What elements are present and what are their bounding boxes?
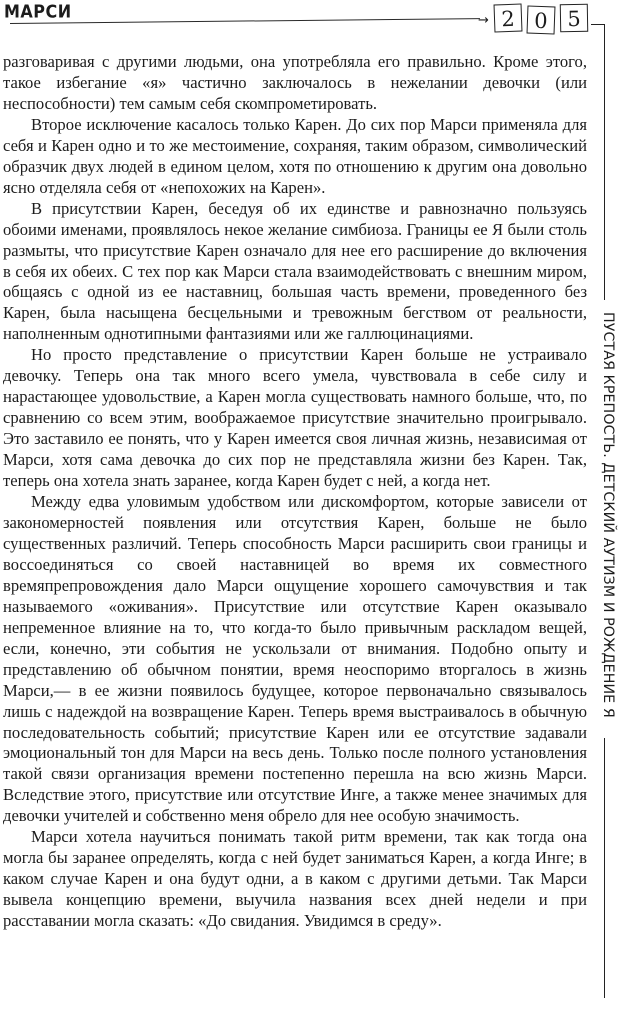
paragraph: разговаривая с другими людьми, она употребляла его правильно. Кроме этого, такое избегание «я» частично заключалось в нежелании девочки (или неспособности) тем самым себя скомпрометировать. [3, 52, 587, 113]
side-book-title [599, 312, 617, 730]
paragraph: Но просто представление о присутствии Карен больше не устраивало девочку. Теперь она так много всего умела, чувствовала в себе силу и нарастающее удовольствие, а Карен могла существовать намного больше, что, по сравнению со всем этим, воображаемое присутствие значительно проигрывало. Это заставило ее понять, что у Карен имеется своя личная жизнь, независимая от Марси, хотя сама девочка до сих пор не представляла жизни без Карен. Так, теперь она хотела знать заранее, когда Карен будет с ней, а когда нет. [3, 345, 587, 491]
side-rule-bottom [604, 738, 605, 998]
page-digit: 2 [494, 4, 523, 33]
side-rule-top [604, 24, 605, 300]
page-header [4, 0, 604, 40]
header-rule-tail [591, 24, 605, 25]
page-digit: 5 [560, 4, 588, 32]
paragraph: В присутствии Карен, беседуя об их единстве и равнозначно пользуясь обоими именами, проявлялось некое желание симбиоза. Границы ее Я были столь размыты, что присутствие Карен означало для нее его расширение до включения в себя их обеих. С тех пор как Марси стала взаимодействовать с внешним миром, общаясь с одной из ее наставниц, большая часть времени, проведенного без Карен, была насыщена бесцельными и тревожным бегством от реальности, наполненным однотипными фантазиями или же галлюцинациями. [3, 198, 587, 344]
paragraph: Второе исключение касалось только Карен. До сих пор Марси применяла для себя и Карен одно и то же местоимение, сохраняя, таким образом, символический образчик двух людей в едином целом, хотя по отношению к другим она довольно ясно отделяла себя от «непохожих на Карен». [3, 114, 587, 197]
paragraph: Между едва уловимым удобством или дискомфортом, которые зависели от закономерностей появления или отсутствия Карен, больше не было существенных различий. Теперь способность Марси расширить свои границы и воссоединяться со своей наставницей во время их совместного времяпрепровождения дало Марси ощущение хорошего самочувствия и так называемого «оживания». Присутствие или отсутствие Карен оказывало непременное влияние на то, что когда-то было привычным раскладом вещей, если, конечно, эти события не ускользали от внимания. Подобно опыту и представлению об обычном понятии, время неоспоримо вторгалось в жизнь Марси,— в ее жизни появилось будущее, которое первоначально связывалось лишь с надеждой на возвращение Карен. Теперь время выстраивалось в обычную последовательность событий; присутствие Карен или ее отсутствие задавали эмоциональный тон для Марси на весь день. Только после полного установления такой связи организация времени постепенно перешла на всю жизнь Марси. Вследствие этого, присутствие или отсутствие Инге, а также менее значимых для девочки учителей и собственно меня обрело для нее особую значимость. [3, 492, 587, 826]
header-rule [10, 18, 480, 24]
running-head: МАРСИ [4, 1, 72, 22]
page-number [494, 4, 588, 34]
arrow-right-icon: → [478, 13, 489, 28]
body-text [3, 52, 587, 932]
side-book-title-text: ПУСТАЯ КРЕПОСТЬ. ДЕТСКИЙ АУТИЗМ И РОЖДЕНИЕ Я [600, 312, 616, 718]
page-digit: 0 [527, 6, 556, 35]
paragraph: Марси хотела научиться понимать такой ритм времени, так как тогда она могла бы заранее определять, когда с ней будет заниматься Карен, а когда Инге; в каком случае Карен и она будут одни, а в каком с другими детьми. Так Марси вывела концепцию времени, выучила названия всех дней недели и при расставании могла сказать: «До свидания. Увидимся в среду». [3, 827, 587, 931]
